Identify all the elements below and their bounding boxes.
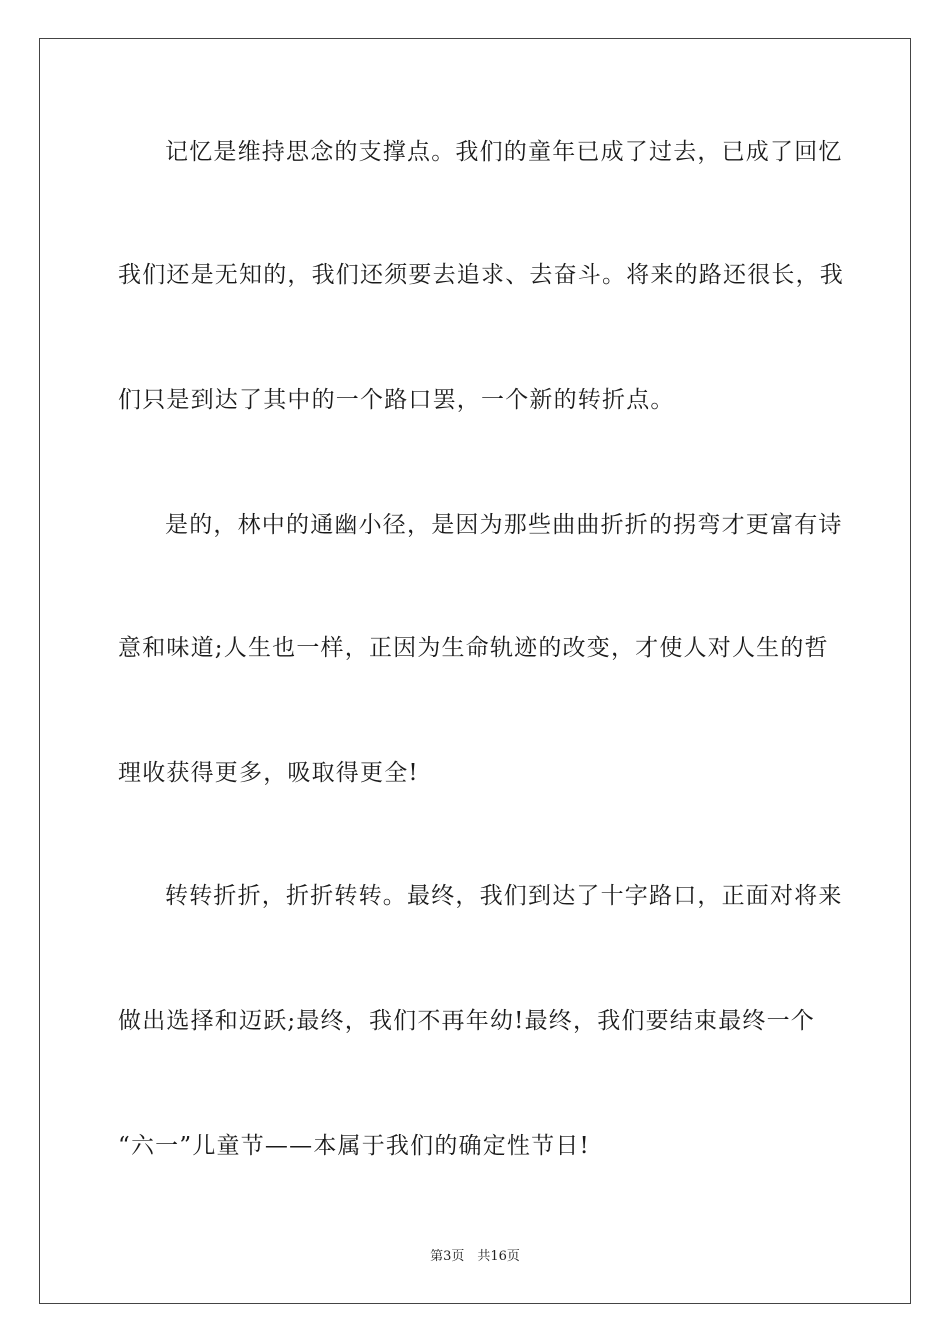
page-number-footer: 第3页 共16页 — [430, 1249, 520, 1264]
paragraph-3-line-1: 转转折折，折折转转。最终，我们到达了十字路口，正面对将来 — [165, 883, 843, 909]
paragraph-1-line-3: 们只是到达了其中的一个路口罢，一个新的转折点。 — [118, 387, 675, 413]
paragraph-1-line-1: 记忆是维持思念的支撑点。我们的童年已成了过去，已成了回忆 — [165, 139, 843, 165]
paragraph-2-line-3: 理收获得更多，吸取得更全! — [118, 760, 419, 786]
paragraph-2-line-2: 意和味道;人生也一样，正因为生命轨迹的改变，才使人对人生的哲 — [118, 635, 829, 661]
paragraph-2-line-1: 是的，林中的通幽小径，是因为那些曲曲折折的拐弯才更富有诗 — [165, 512, 843, 538]
paragraph-1-line-2: 我们还是无知的，我们还须要去追求、去奋斗。将来的路还很长，我 — [118, 262, 844, 288]
paragraph-3-line-3: “六一”儿童节——本属于我们的确定性节日! — [118, 1133, 590, 1159]
page-border — [39, 38, 911, 1304]
paragraph-3-line-2: 做出选择和迈跃;最终，我们不再年幼!最终，我们要结束最终一个 — [118, 1008, 815, 1034]
